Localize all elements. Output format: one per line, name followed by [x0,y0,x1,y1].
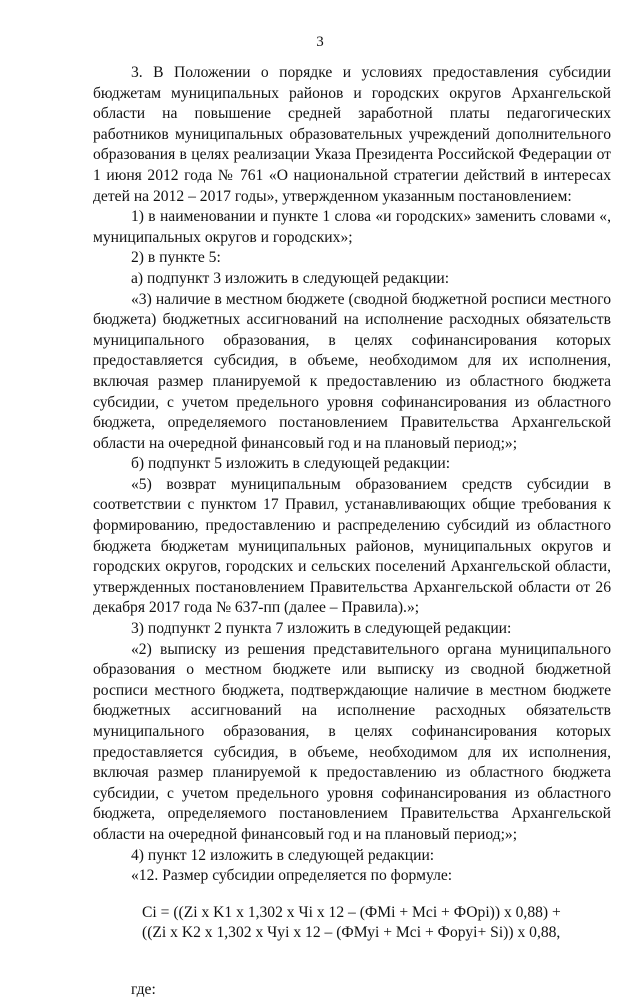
paragraph-quote-3: «3) наличие в местном бюджете (сводной бюджетной росписи местного бюджета) бюджетных ассигнований на исполнение расходных обязательств муниципального образования, в целях софинансирования которых предоставляется субсидия, в объеме, необходимом для их исполнения, включая размер планируемой к предоставлению из областного бюджета субсидии, с учетом предельного уровня софинансирования из областного бюджета, определяемого постановлением Правительства Архангельской области на очередной финансовый год и на плановый период;»; [93,290,611,452]
subsidy-formula [93,903,611,944]
paragraph-item-3: 3) подпункт 2 пункта 7 изложить в следующей редакции: [131,620,512,638]
formula-line-1: Ci = ((Zi x K1 x 1,302 x Чi x 12 – (ФМi + Мсi + ФОрi)) x 0,88) + [142,903,561,921]
paragraph-quote-12: «12. Размер субсидии определяется по формуле: [131,867,453,885]
formula-line-2: ((Zi x K2 x 1,302 x Чуi x 12 – (ФМуi + Мсi + Форуi+ Si)) x 0,88, [142,924,561,942]
paragraph-item-2: 2) в пункте 5: [131,249,221,267]
paragraph-section-3: 3. В Положении о порядке и условиях предоставления субсидии бюджетам муниципальных районов и городских округов Архангельской области на повышение средней заработной платы педагогических работников муниципальных образовательных учреждений дополнительного образования в целях реализации Указа Президента Российской Федерации от 1 июня 2012 года № 761 «О национальной стратегии действий в интересах детей на 2012 – 2017 годы», утвержденном указанным постановлением: [93,64,611,205]
paragraph-subitem-a: а) подпункт 3 изложить в следующей редакции: [131,269,450,287]
paragraph-subitem-b: б) подпункт 5 изложить в следующей редакции: [131,455,451,473]
paragraph-quote-5: «5) возврат муниципальным образованием средств субсидии в соответствии с пунктом 17 Правил, устанавливающих общие требования к формированию, предоставлению и распределению субсидий из областного бюджета бюджетам муниципальных районов, муниципальных округов и городских округов, городских и сельских поселений Архангельской области, утвержденных постановлением Правительства Архангельской области от 26 декабря 2017 года № 637-пп (далее – Правила).»; [93,475,611,617]
document-body [93,63,611,1001]
where-label: где: [131,980,156,998]
page-number: 3 [316,34,324,50]
paragraph-item-1: 1) в наименовании и пункте 1 слова «и городских» заменить словами «, муниципальных округов и городских»; [93,208,611,246]
paragraph-quote-2: «2) выписку из решения представительного органа муниципального образования о местном бюджете или выписку из сводной бюджетной росписи местного бюджета, подтверждающие наличие в местном бюджете бюджетных ассигнований на исполнение расходных обязательств муниципального образования, в целях софинансирования которых предоставляется субсидия, в объеме, необходимом для их исполнения, включая размер планируемой к предоставлению из областного бюджета субсидии, с учетом предельного уровня софинансирования из областного бюджета, определяемого постановлением Правительства Архангельской области на очередной финансовый год и на плановый период;»; [93,640,611,843]
paragraph-item-4: 4) пункт 12 изложить в следующей редакции: [131,846,435,864]
